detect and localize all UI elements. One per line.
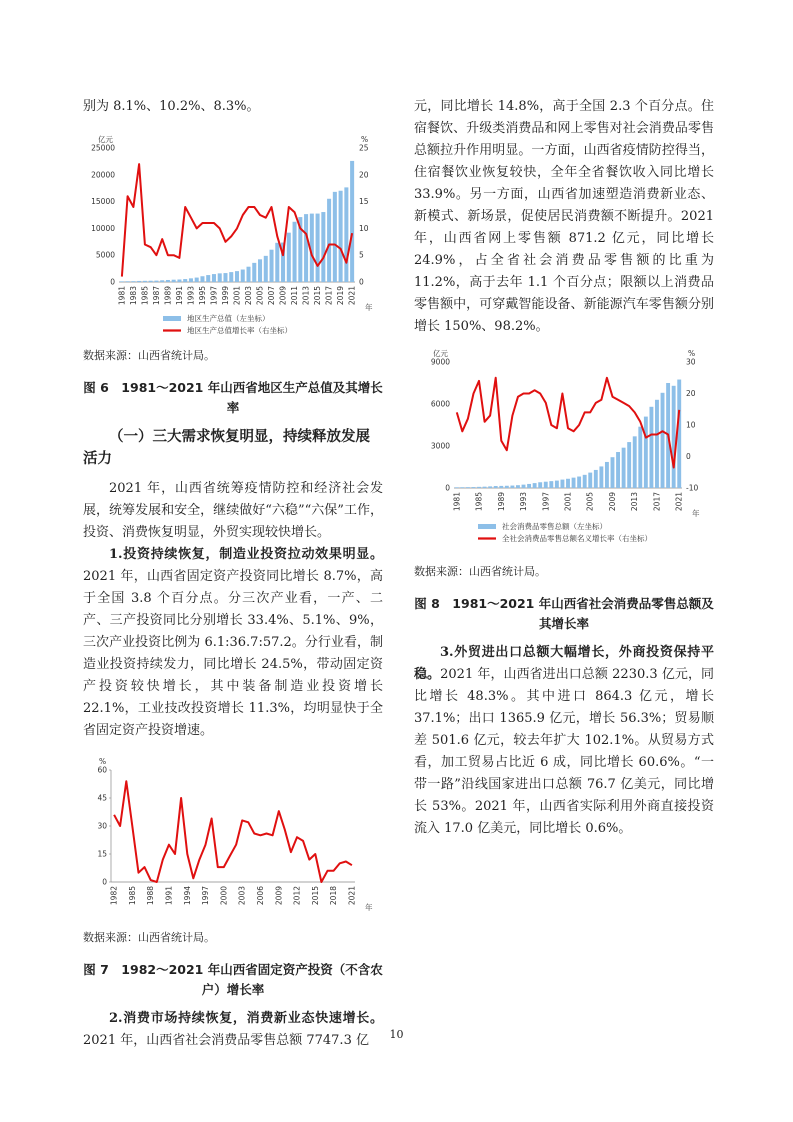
legend-swatch-bar xyxy=(478,524,496,529)
y-left-tick-label: 6000 xyxy=(430,399,450,409)
bar xyxy=(321,212,325,282)
right-para-2 xyxy=(414,642,714,840)
fig8-source: 数据来源：山西省统计局。 xyxy=(414,565,546,578)
bar xyxy=(527,484,531,488)
x-tick-label: 1983 xyxy=(128,286,138,306)
right-para-1: 元，同比增长 14.8%，高于全国 2.3 个百分点。住宿餐饮、升级类消费品和网上零售对社会消费品零售总额拉升作用明显。一方面，山西省疫情防控得当，住宿餐饮业恢复较快，全年全省餐饮收入同比增长 33.9%。另一方面，山西省加速塑造消费新业态、新模式、新场景，促使居民消费额不断提升。2021 年，山西省网上零售额 871.2 亿元，同比增长 24.9%，占全省社会消费品零售额的比重为 11.2%，高于去年 1.1 个百分点；限额以上消费品零售额中，可穿戴智能设备、新能源汽车零售额分别增长 150%、98.2%。 xyxy=(414,99,714,334)
left-para-2-body: 2021 年，山西省固定资产投资同比增长 8.7%，高于全国 3.8 个百分点。分三次产业看，一产、二产、三产投资同比分别增长 33.4%、5.1%、9%，三次产业投资比例为 6.1:36.7:57.2。分行业看，制造业投资持续发力，同比增长 24.5%，带动固定资产投资较快增长，其中装备制造业投资增长 22.1%，工业技改投资增长 11.3%，均明显快于全省固定资产投资增速。 xyxy=(83,569,383,738)
bar xyxy=(195,278,199,282)
page-number: 10 xyxy=(389,1028,404,1041)
bar xyxy=(494,486,498,488)
x-tick-label: 1994 xyxy=(182,886,192,906)
legend-label: 社会消费品零售总额（左坐标） xyxy=(502,522,607,531)
bar xyxy=(120,281,124,282)
bar xyxy=(566,479,570,488)
bar xyxy=(137,281,141,282)
bar xyxy=(177,279,181,282)
y-right-tick-label: 30 xyxy=(686,357,696,367)
bar xyxy=(218,273,222,282)
bar xyxy=(160,280,164,282)
x-tick-label: 1993 xyxy=(519,492,529,512)
bar xyxy=(622,448,626,488)
x-tick-label: 2009 xyxy=(278,286,288,306)
x-tick-label: 2013 xyxy=(301,286,311,306)
left-para-2-heading: 1.投资持续恢复，制造业投资拉动效果明显。 xyxy=(109,547,383,562)
bar xyxy=(344,187,348,282)
y-left-tick-label: 5000 xyxy=(95,250,115,260)
right-column xyxy=(414,96,714,840)
bar xyxy=(229,272,233,282)
bar xyxy=(316,214,320,282)
x-tick-label: 1985 xyxy=(140,286,150,306)
figure-6 xyxy=(83,122,383,342)
y-left-tick-label: 25000 xyxy=(91,143,115,153)
left-para-3-body: 2021 年，山西省社会消费品零售总额 7747.3 亿 xyxy=(83,1033,369,1048)
investment-chart xyxy=(83,754,383,924)
x-tick-label: 2006 xyxy=(255,886,265,906)
x-tick-label: 1985 xyxy=(474,492,484,512)
x-tick-label: 2012 xyxy=(292,886,302,906)
legend-label: 地区生产总值（左坐标） xyxy=(187,314,270,323)
y-right-tick-label: 25 xyxy=(359,143,369,153)
y-left-tick-label: 15000 xyxy=(91,197,115,207)
bar xyxy=(560,480,564,488)
x-tick-label: 2015 xyxy=(313,286,323,306)
fig7-source: 数据来源：山西省统计局。 xyxy=(83,931,215,944)
x-tick-label: 1997 xyxy=(541,492,551,512)
fig8-caption: 图 8 1981～2021 年山西省社会消费品零售总额及其增长率 xyxy=(414,596,714,631)
x-tick-label: 2009 xyxy=(274,886,284,906)
x-tick-label: 1989 xyxy=(496,492,506,512)
x-tick-label: 1981 xyxy=(117,286,127,306)
x-tick-label: 1982 xyxy=(109,886,119,906)
bar xyxy=(472,487,476,488)
y-left-unit: 亿元 xyxy=(98,135,113,144)
bar xyxy=(166,280,170,282)
left-column xyxy=(83,96,383,1052)
bar xyxy=(522,485,526,488)
gdp-chart xyxy=(83,122,383,342)
legend-label: 全社会消费品零售总额名义增长率（右坐标） xyxy=(502,534,652,543)
bar xyxy=(577,477,581,488)
bar xyxy=(460,487,464,488)
x-tick-label: 2005 xyxy=(585,492,595,512)
bar xyxy=(488,486,492,488)
y-right-tick-label: 5 xyxy=(359,250,364,260)
bar xyxy=(339,191,343,282)
bar xyxy=(183,279,187,282)
x-tick-label: 2003 xyxy=(244,286,254,306)
left-para-2 xyxy=(83,544,383,742)
bar xyxy=(293,222,297,282)
x-tick-label: 2021 xyxy=(674,492,684,512)
bar xyxy=(212,274,216,282)
bar xyxy=(661,393,665,488)
y-left-tick-label: 0 xyxy=(102,877,107,887)
x-tick-label: 2018 xyxy=(329,886,339,906)
y-left-tick-label: 15 xyxy=(97,849,107,859)
bar xyxy=(572,478,576,488)
x-unit: 年 xyxy=(692,509,700,518)
x-tick-label: 1997 xyxy=(201,886,211,906)
bar xyxy=(327,199,331,282)
y-right-unit: % xyxy=(361,135,369,144)
bar xyxy=(149,281,153,282)
x-tick-label: 1995 xyxy=(197,286,207,306)
x-tick-label: 1981 xyxy=(452,492,462,512)
x-tick-label: 2013 xyxy=(630,492,640,512)
bar xyxy=(555,481,559,488)
legend-swatch-bar xyxy=(163,316,181,321)
x-tick-label: 2007 xyxy=(267,286,277,306)
bar xyxy=(455,487,459,488)
bar xyxy=(287,233,291,282)
y-left-tick-label: 0 xyxy=(445,483,450,493)
bar xyxy=(499,486,503,488)
y-left-unit: 亿元 xyxy=(433,349,448,358)
x-tick-label: 1991 xyxy=(164,886,174,906)
x-unit: 年 xyxy=(365,903,373,912)
retail-chart xyxy=(414,348,714,558)
section-title: （一）三大需求恢复明显，持续释放发展活力 xyxy=(83,429,370,467)
y-right-tick-label: 20 xyxy=(686,389,696,398)
y-left-tick-label: 45 xyxy=(97,793,107,803)
bar xyxy=(477,487,481,488)
x-tick-label: 2015 xyxy=(310,886,320,906)
x-tick-label: 1993 xyxy=(186,286,196,306)
bar xyxy=(544,482,548,488)
fig6-source: 数据来源：山西省统计局。 xyxy=(83,349,215,362)
bar xyxy=(258,259,262,282)
y-right-tick-label: 0 xyxy=(686,452,691,461)
bar xyxy=(189,278,193,282)
bar xyxy=(611,457,615,488)
y-left-tick-label: 9000 xyxy=(430,357,450,367)
bar xyxy=(264,256,268,282)
x-tick-label: 2011 xyxy=(290,286,300,306)
y-right-tick-label: 15 xyxy=(359,197,369,207)
bar xyxy=(350,161,354,282)
x-tick-label: 2021 xyxy=(347,286,357,306)
x-tick-label: 1987 xyxy=(151,286,161,306)
x-tick-label: 2000 xyxy=(219,886,229,906)
y-left-tick-label: 20000 xyxy=(91,170,115,180)
bar xyxy=(270,250,274,282)
x-tick-label: 1989 xyxy=(163,286,173,306)
bar xyxy=(154,281,158,282)
figure-7 xyxy=(83,754,383,924)
y-right-tick-label: 10 xyxy=(359,223,369,233)
bar xyxy=(223,273,227,282)
right-para-2-heading: 3.外贸进出口总额大幅增长，外商投资保持平稳。 xyxy=(414,645,714,682)
bar xyxy=(172,280,176,282)
bar xyxy=(275,243,279,282)
bar xyxy=(505,486,509,488)
bar xyxy=(126,281,130,282)
y-unit: % xyxy=(99,757,107,766)
bar xyxy=(143,281,147,282)
series-line xyxy=(114,781,352,882)
y-right-tick-label: -10 xyxy=(686,483,699,493)
x-tick-label: 2019 xyxy=(336,286,346,306)
bar xyxy=(638,427,642,488)
bar xyxy=(131,281,135,282)
figure-8 xyxy=(414,348,714,558)
x-tick-label: 2003 xyxy=(237,886,247,906)
bar xyxy=(588,473,592,488)
x-tick-label: 2021 xyxy=(347,886,357,906)
bar xyxy=(241,270,245,282)
x-tick-label: 2009 xyxy=(607,492,617,512)
x-tick-label: 2001 xyxy=(563,492,573,512)
x-tick-label: 1988 xyxy=(146,886,156,906)
bar xyxy=(235,271,239,282)
left-para-3-heading: 2.消费市场持续恢复，消费新业态快速增长。 xyxy=(109,1011,383,1026)
bar xyxy=(246,267,250,282)
bar xyxy=(200,276,204,282)
x-tick-label: 1997 xyxy=(209,286,219,306)
y-left-tick-label: 30 xyxy=(97,821,107,831)
left-top-text: 别为 8.1%、10.2%、8.3%。 xyxy=(83,99,260,114)
bar xyxy=(483,487,487,488)
x-unit: 年 xyxy=(365,303,373,312)
right-para-2-body: 2021 年，山西省进出口总额 2230.3 亿元，同比增长 48.3%。其中进口 864.3 亿元，增长 37.1%；出口 1365.9 亿元，增长 56.3%；贸易顺差 501.6 亿元，较去年扩大 102.1%。从贸易方式看，加工贸易占比近 6 成，同比增长 60.6%。“一带一路”沿线国家进出口总额 76.7 亿美元，同比增长 53%。2021 年，山西省实际利用外商直接投资流入 17.0 亿美元，同比增长 0.6%。 xyxy=(414,667,714,836)
bar xyxy=(333,192,337,282)
y-left-tick-label: 10000 xyxy=(91,223,115,233)
y-left-tick-label: 3000 xyxy=(430,441,450,451)
bar xyxy=(549,481,553,488)
bar xyxy=(672,386,676,488)
bar xyxy=(594,470,598,488)
x-tick-label: 2017 xyxy=(324,286,334,306)
bar xyxy=(583,475,587,488)
bar xyxy=(644,417,648,488)
x-tick-label: 1999 xyxy=(220,286,230,306)
x-tick-label: 2017 xyxy=(652,492,662,512)
y-right-tick-label: 0 xyxy=(359,277,364,287)
x-tick-label: 1991 xyxy=(174,286,184,306)
bar xyxy=(510,486,514,488)
y-right-tick-label: 20 xyxy=(359,170,369,180)
bar xyxy=(616,452,620,488)
bar xyxy=(649,407,653,488)
bar xyxy=(466,487,470,488)
bar xyxy=(627,442,631,488)
y-left-tick-label: 60 xyxy=(97,765,107,775)
x-tick-label: 2005 xyxy=(255,286,265,306)
bar xyxy=(533,483,537,488)
bar xyxy=(538,482,542,488)
bar xyxy=(599,466,603,488)
x-tick-label: 1985 xyxy=(127,886,137,906)
x-tick-label: 2001 xyxy=(232,286,242,306)
bar xyxy=(252,263,256,282)
left-para-1: 2021 年，山西省统筹疫情防控和经济社会发展，统筹发展和安全，继续做好“六稳”“六保”工作，投资、消费恢复明显，外贸实现较快增长。 xyxy=(83,481,383,540)
fig7-caption: 图 7 1982～2021 年山西省固定资产投资（不含农户）增长率 xyxy=(83,962,383,997)
y-left-tick-label: 0 xyxy=(110,277,115,287)
bar xyxy=(655,400,659,488)
bar xyxy=(605,462,609,488)
fig6-caption: 图 6 1981～2021 年山西省地区生产总值及其增长率 xyxy=(83,380,383,415)
bar xyxy=(633,436,637,488)
y-right-unit: % xyxy=(688,349,696,358)
bar xyxy=(304,214,308,282)
y-right-tick-label: 10 xyxy=(686,420,696,430)
bar xyxy=(206,275,210,282)
legend-label: 地区生产总值增长率（右坐标） xyxy=(187,326,292,335)
bar xyxy=(516,485,520,488)
